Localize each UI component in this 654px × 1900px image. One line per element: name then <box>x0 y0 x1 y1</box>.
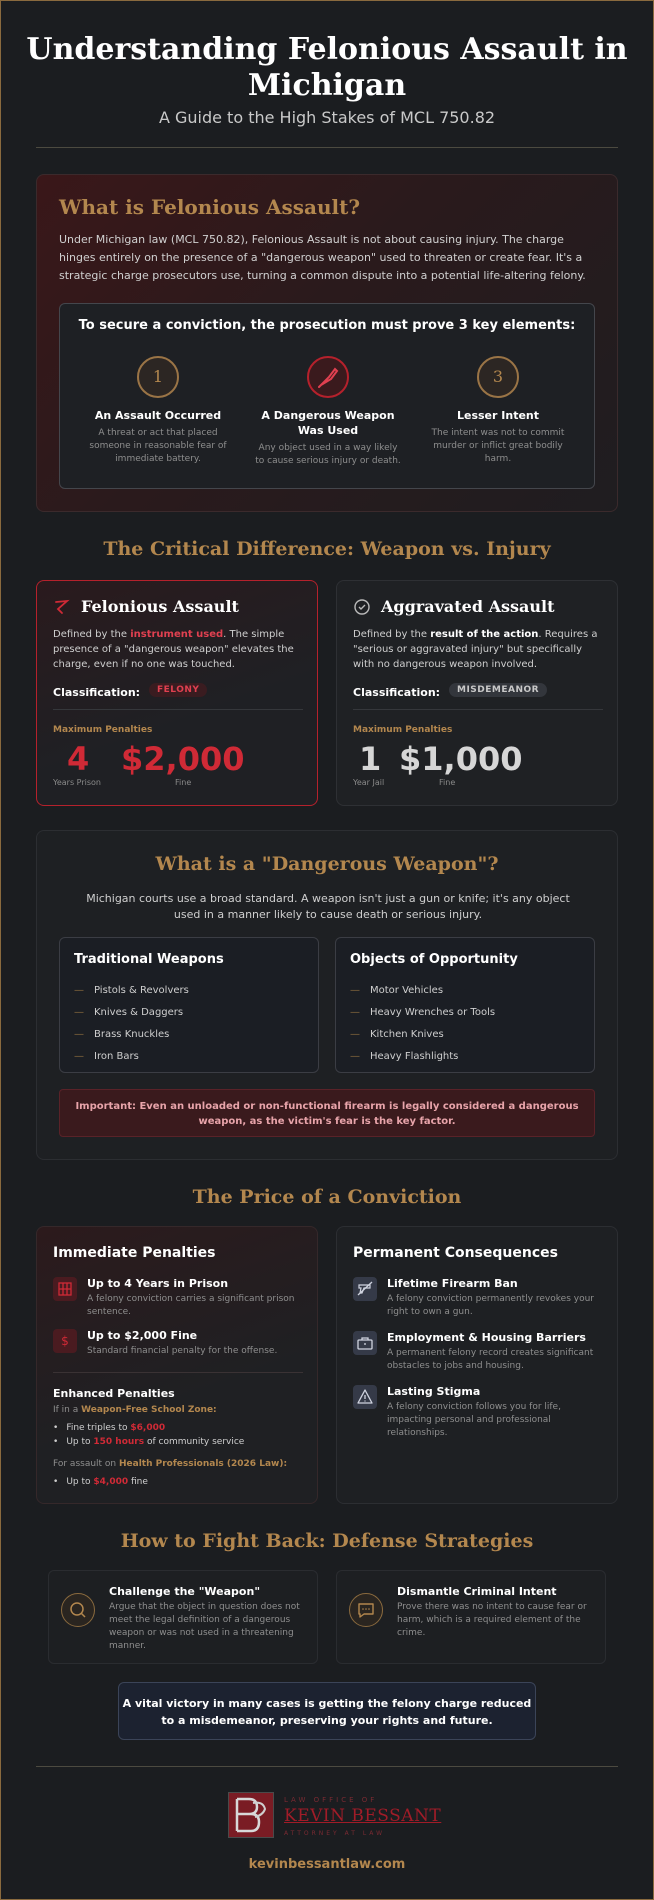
victory-callout: A vital victory in many cases is getting the felony charge reduced to a misdemeanor, preserving your rights and future. <box>118 1682 536 1740</box>
logo-top-text: LAW OFFICE OF <box>284 1796 378 1804</box>
what-is-section <box>36 174 618 512</box>
section-intro: Under Michigan law (MCL 750.82), Felonious Assault is not about causing injury. The charge hinges entirely on the presence of a "dangerous weapon" used to threaten or create fear. It's a strategic charge prosecutors use, turning a common dispute into a potential life-altering felony. <box>59 233 586 282</box>
fine-label: Fine <box>439 778 456 787</box>
briefcase-icon <box>353 1331 377 1355</box>
element-assault <box>78 356 238 466</box>
box-title: Traditional Weapons <box>74 952 224 967</box>
section-title: What is Felonious Assault? <box>59 195 361 219</box>
defense-desc: Argue that the object in question does not meet the legal definition of a dangerous weapon or was not used in a threatening manner. <box>109 1602 300 1651</box>
website-link[interactable]: kevinbessantlaw.com <box>248 1857 406 1872</box>
element-desc: A threat or act that placed someone in reasonable fear of immediate battery. <box>89 428 227 464</box>
header-divider <box>36 147 618 148</box>
fine-amount: $2,000 <box>121 740 245 778</box>
prison-years: 4 <box>67 740 90 778</box>
defense-title-text: Dismantle Criminal Intent <box>397 1585 557 1598</box>
traditional-weapons-box <box>59 937 319 1073</box>
difference-title: The Critical Difference: Weapon vs. Injury <box>103 538 551 560</box>
defense-title-text: Challenge the "Weapon" <box>109 1585 261 1598</box>
card-desc: Defined by the result of the action. Requires a "serious or aggravated injury" but specifically with no dangerous weapon involved. <box>353 629 598 670</box>
prison-icon <box>53 1277 77 1301</box>
warning-icon <box>353 1385 377 1409</box>
objects-of-opportunity-box <box>335 937 595 1073</box>
permanent-consequences-box: Permanent Consequences Lifetime Firearm Ban A felony conviction permanently revokes your right to own a gun. Employment & Housing Barriers A permanent felony record creates significant obstacles to jobs and housing. Lasting Stigma A felony conviction follows you for life, impacting personal and professional relationships. <box>336 1226 618 1504</box>
list-item: — Pistols & Revolvers <box>74 985 189 996</box>
important-notice: Important: Even an unloaded or non-functional firearm is legally considered a dangerous weapon, as the victim's fear is the key factor. <box>59 1089 595 1137</box>
aggravated-card <box>336 580 618 806</box>
element-number-3: 3 <box>477 356 519 398</box>
element-desc: The intent was not to commit murder or inflict great bodily harm. <box>431 428 565 464</box>
divider <box>353 709 603 710</box>
card-title: Aggravated Assault <box>381 597 555 616</box>
element-label: An Assault Occurred <box>94 409 222 422</box>
element-intent <box>418 356 578 466</box>
element-weapon <box>248 356 408 468</box>
defense-desc: Prove there was no intent to cause fear or harm, which is a required element of the crime. <box>397 1602 587 1638</box>
price-title: The Price of a Conviction <box>192 1186 462 1208</box>
element-desc: Any object used in a way likely to cause serious injury or death. <box>255 443 401 466</box>
card-desc: Defined by the instrument used. The simple presence of a "dangerous weapon" elevates the charge, even if no one was touched. <box>53 629 294 670</box>
enhanced-title: Enhanced Penalties <box>53 1387 175 1400</box>
element-label: Lesser Intent <box>456 409 539 422</box>
page-title: Understanding Felonious Assault in Michigan <box>26 32 628 103</box>
felonious-card <box>36 580 318 806</box>
jail-years: 1 <box>359 740 382 778</box>
fine-label: Fine <box>175 778 192 787</box>
enhanced-item: • Up to 150 hours of community service <box>53 1437 245 1447</box>
list-item: — Brass Knuckles <box>74 1029 170 1040</box>
enhanced-item: • Fine triples to $6,000 <box>53 1423 166 1433</box>
school-zone-label: If in a Weapon-Free School Zone: <box>53 1405 217 1415</box>
search-icon <box>61 1593 95 1627</box>
list-item: — Iron Bars <box>74 1051 139 1062</box>
penalties-label: Maximum Penalties <box>353 725 453 735</box>
chat-icon <box>349 1593 383 1627</box>
dollar-icon: $ <box>53 1329 77 1353</box>
section-title: What is a "Dangerous Weapon"? <box>155 853 499 875</box>
key-elements-title: To secure a conviction, the prosecution must prove 3 key elements: <box>78 318 576 333</box>
list-item: — Kitchen Knives <box>350 1029 444 1040</box>
list-item: — Heavy Wrenches or Tools <box>350 1007 496 1018</box>
logo-bottom-text: ATTORNEY AT LAW <box>284 1830 386 1837</box>
list-item: — Motor Vehicles <box>350 985 444 996</box>
penalties-label: Maximum Penalties <box>53 725 153 735</box>
dangerous-weapon-section <box>36 830 618 1160</box>
card-title: Felonious Assault <box>81 597 239 616</box>
list-item: — Heavy Flashlights <box>350 1051 459 1062</box>
classification-label: Classification: <box>353 686 441 699</box>
box-title: Immediate Penalties <box>53 1245 216 1261</box>
page-subtitle: A Guide to the High Stakes of MCL 750.82 <box>158 108 496 127</box>
fine-amount: $1,000 <box>399 740 523 778</box>
slash-icon <box>53 598 71 616</box>
felony-badge: FELONY <box>149 683 207 697</box>
key-elements-box <box>59 303 595 489</box>
footer-divider <box>36 1766 618 1767</box>
enhanced-item: • Up to $4,000 fine <box>53 1477 148 1487</box>
check-circle-icon <box>353 598 371 616</box>
box-title: Permanent Consequences <box>353 1245 558 1261</box>
section-subtitle: Michigan courts use a broad standard. A weapon isn't just a gun or knife; it's any object used in a manner likely to cause death or serious injury. <box>86 892 570 921</box>
gun-ban-icon <box>353 1277 377 1301</box>
box-title: Objects of Opportunity <box>350 952 518 967</box>
defense-title: How to Fight Back: Defense Strategies <box>120 1530 534 1552</box>
defense-card <box>336 1570 606 1664</box>
jail-label: Year Jail <box>353 778 385 787</box>
knife-icon <box>307 356 349 398</box>
classification-label: Classification: <box>53 686 141 699</box>
divider <box>53 709 303 710</box>
prison-label: Years Prison <box>53 778 101 787</box>
defense-card <box>48 1570 318 1664</box>
logo-name-text: KEVIN BESSANT <box>284 1806 442 1826</box>
health-professionals-label: For assault on Health Professionals (2026 Law): <box>53 1459 288 1469</box>
law-office-logo <box>228 1792 274 1838</box>
divider <box>53 1372 303 1373</box>
list-item: — Knives & Daggers <box>74 1007 184 1018</box>
element-label: A Dangerous Weapon Was Used <box>261 409 395 437</box>
element-number-1: 1 <box>137 356 179 398</box>
misdemeanor-badge: MISDEMEANOR <box>449 683 547 697</box>
immediate-penalties-box: Immediate Penalties Up to 4 Years in Prison A felony conviction carries a significant prison sentence. $ Up to $2,000 Fine Standard financial penalty for the offense. Enhanced Penalties If in a Weapon-Free School Zone: • Fine triples to $6,000 • Up to 150 hours of community service For assault on Health Professionals (2026 Law): • Up to $4,000 fine <box>36 1226 318 1504</box>
